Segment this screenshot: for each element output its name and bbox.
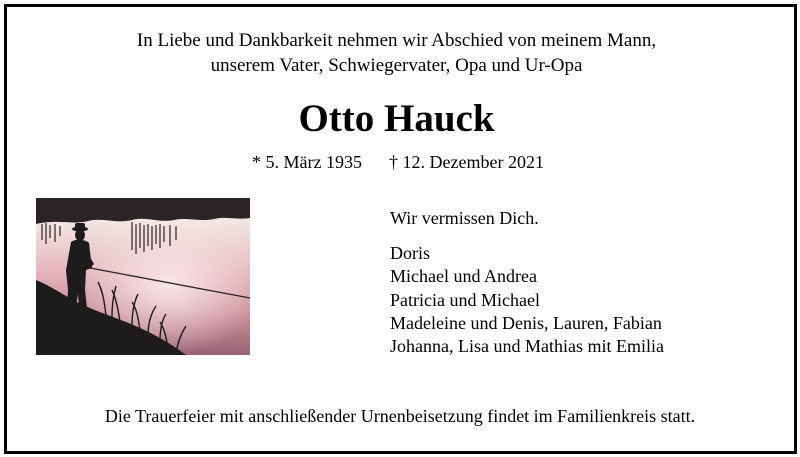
- family-list: [390, 242, 664, 358]
- funeral-note: Die Trauerfeier mit anschließender Urnenbeisetzung findet im Familienkreis statt.: [104, 406, 696, 426]
- closing-line: Wir vermissen Dich.: [390, 208, 539, 228]
- deceased-name: Otto Hauck: [298, 97, 495, 140]
- family-member: Madeleine und Denis, Lauren, Fabian: [390, 312, 662, 333]
- family-member: Michael und Andrea: [390, 266, 537, 287]
- family-member: Doris: [390, 243, 430, 263]
- fisherman-photo: [36, 198, 250, 355]
- birth-date: * 5. März 1935: [252, 152, 362, 172]
- intro-line-1: In Liebe und Dankbarkeit nehmen wir Abschied von meinem Mann,: [136, 30, 657, 51]
- intro-text: [0, 28, 793, 78]
- mourners-block: [390, 206, 664, 358]
- intro-line-2: unserem Vater, Schwiegervater, Opa und Ur-Opa: [210, 55, 583, 76]
- family-member: Patricia und Michael: [390, 289, 540, 310]
- family-member: Johanna, Lisa und Mathias mit Emilia: [390, 336, 664, 357]
- death-date: † 12. Dezember 2021: [389, 152, 544, 172]
